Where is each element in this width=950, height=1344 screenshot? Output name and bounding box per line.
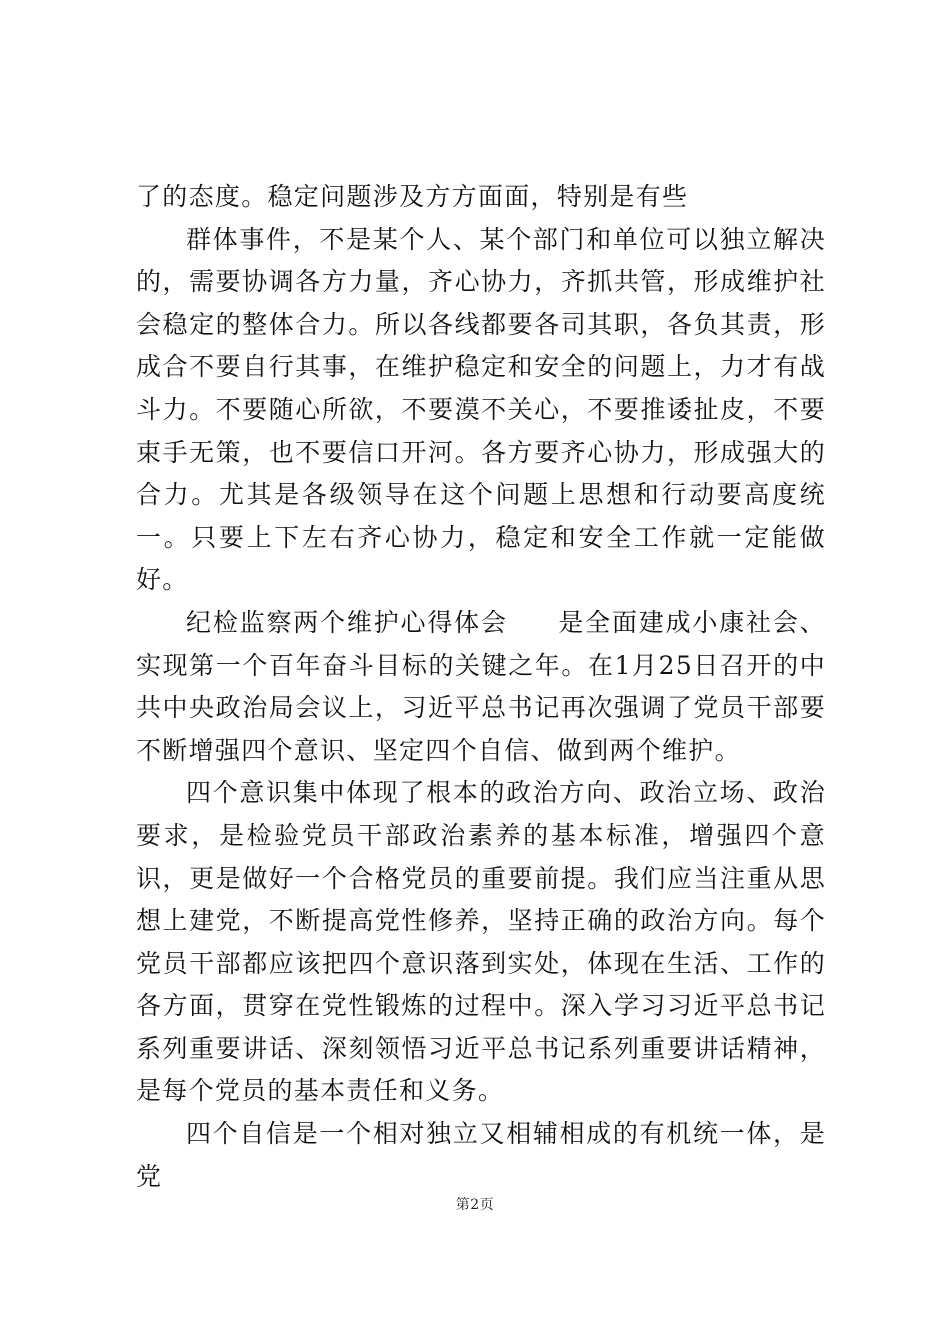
paragraph-3-text: 是全面建成小康社会、实现第一个百年奋斗目标的关键之年。在1月25日召开的中共中央政治局会议上，习近平总书记再次强调了党员干部要不断增强四个意识、坚定四个自信、做到两个维护。: [136, 607, 826, 765]
paragraph-3: [136, 602, 826, 772]
paragraph-3-title: 纪检监察两个维护心得体会: [186, 607, 508, 637]
paragraph-1: 了的态度。稳定问题涉及方方面面，特别是有些: [136, 182, 689, 211]
paragraph-4: 四个意识集中体现了根本的政治方向、政治立场、政治要求，是检验党员干部政治素养的基本标准，增强四个意识，更是做好一个合格党员的重要前提。我们应当注重从思想上建党，不断提高党性修养，坚持正确的政治方向。每个党员干部都应该把四个意识落到实处，体现在生活、工作的各方面，贯穿在党性锻炼的过程中。深入学习习近平总书记系列重要讲话、深刻领悟习近平总书记系列重要讲话精神，是每个党员的基本责任和义务。: [136, 778, 826, 1106]
paragraph-5: 四个自信是一个相对独立又相辅相成的有机统一体，是党: [136, 1119, 826, 1191]
page-number: 第2页: [455, 1197, 495, 1213]
paragraph-2: 群体事件，不是某个人、某个部门和单位可以独立解决的，需要协调各方力量，齐心协力，齐抓共管，形成维护社会稳定的整体合力。所以各线都要各司其职，各负其责，形成合不要自行其事，在维护稳定和安全的问题上，力才有战斗力。不要随心所欲，不要漠不关心，不要推诿扯皮，不要束手无策，也不要信口开河。各方要齐心协力，形成强大的合力。尤其是各级领导在这个问题上思想和行动要高度统一。只要上下左右齐心协力，稳定和安全工作就一定能做好。: [136, 224, 826, 595]
document-body: [136, 176, 826, 1198]
